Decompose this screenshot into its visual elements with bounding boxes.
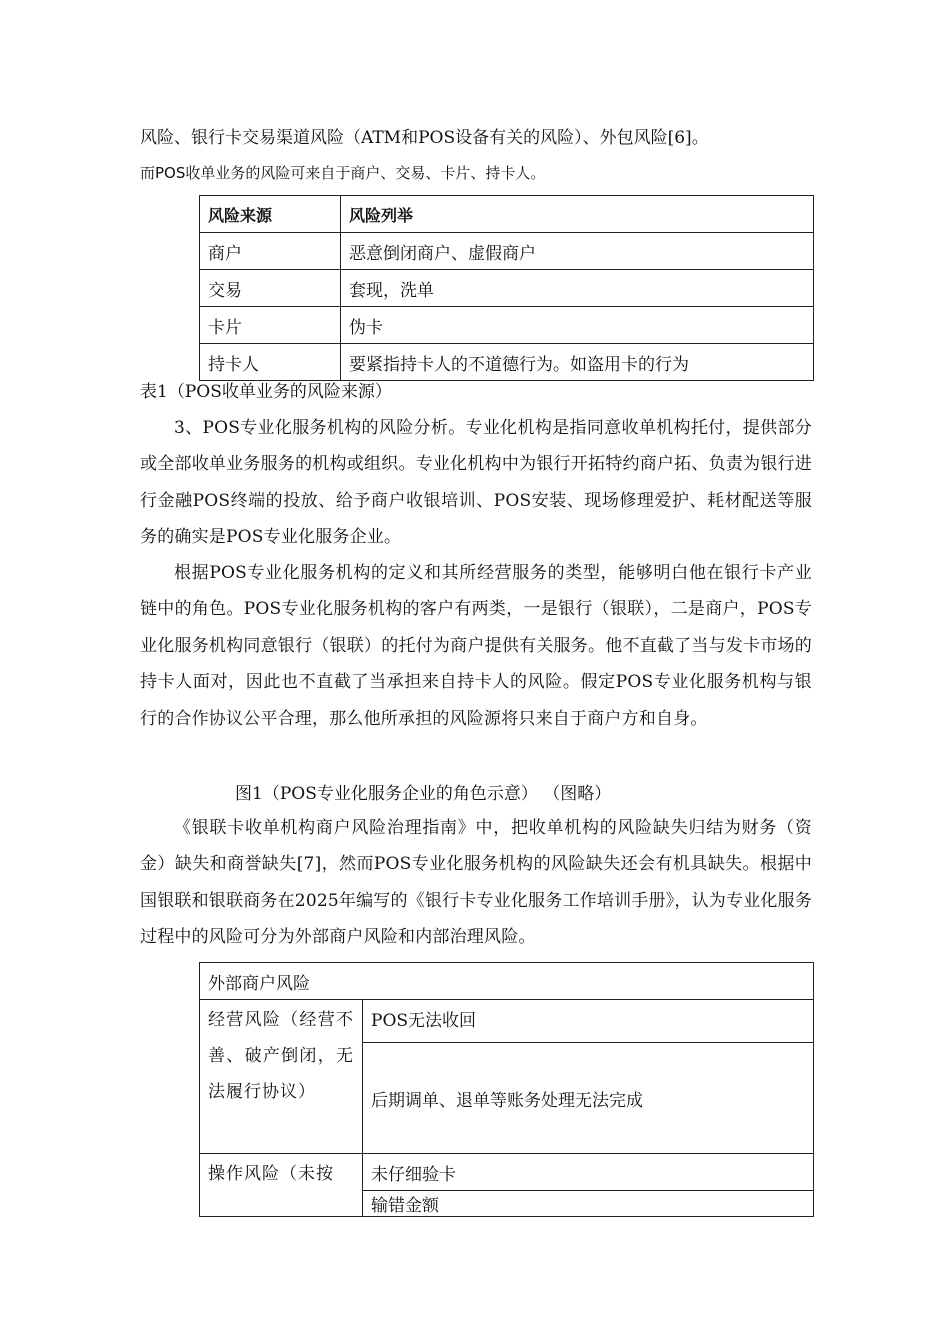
- table-row: [200, 233, 814, 270]
- table-cell: 伪卡: [341, 307, 814, 344]
- category-cell: 经营风险（经营不善、破产倒闭，无法履行协议）: [200, 1000, 363, 1154]
- table-title-cell: 外部商户风险: [200, 963, 814, 1000]
- paragraph-2: 根据POS专业化服务机构的定义和其所经营服务的类型，能够明白他在银行卡产业链中的角色。POS专业化服务机构的客户有两类，一是银行（银联），二是商户，POS专业化服务机构同意银行（银联）的托付为商户提供有关服务。他不直截了当与发卡市场的持卡人面对，因此也不直截了当承担来自持卡人的风险。假定POS专业化服务机构与银行的合作协议公平合理，那么他所承担的风险源将只来自于商户方和自身。: [140, 563, 812, 729]
- text-line-1: 风险、银行卡交易渠道风险（ATM和POS设备有关的风险）、外包风险[6]。: [140, 128, 709, 148]
- table-row: [200, 1154, 814, 1191]
- table-cell: 套现，洗单: [341, 270, 814, 307]
- figure-caption: 图1（POS专业化服务企业的角色示意） （图略）: [235, 784, 612, 804]
- table-cell: 未仔细验卡: [363, 1154, 814, 1191]
- table-cell: 输错金额: [363, 1191, 814, 1217]
- table-cell: 交易: [200, 270, 341, 307]
- table-cell: 持卡人: [200, 344, 341, 381]
- table-row: [200, 344, 814, 381]
- table-cell: 要紧指持卡人的不道德行为。如盗用卡的行为: [341, 344, 814, 381]
- table-row: [200, 1000, 814, 1043]
- table-row: [200, 963, 814, 1000]
- text-line-2: 而POS收单业务的风险可来自于商户、交易、卡片、持卡人。: [140, 164, 546, 182]
- category-cell: 操作风险（未按: [200, 1154, 363, 1217]
- paragraph-1: 3、POS专业化服务机构的风险分析。专业化机构是指同意收单机构托付，提供部分或全部收单业务服务的机构或组织。专业化机构中为银行开拓特约商户拓、负责为银行进行金融POS终端的投放、给予商户收银培训、POS安装、现场修理爱护、耗材配送等服务的确实是POS专业化服务企业。: [140, 418, 812, 548]
- risk-category-table: [199, 962, 814, 1217]
- table-row: [200, 270, 814, 307]
- header-cell: 风险来源: [200, 196, 341, 233]
- table-cell: POS无法收回: [363, 1000, 814, 1043]
- table-header-row: [200, 196, 814, 233]
- risk-source-table: [199, 195, 814, 381]
- table-cell: 后期调单、退单等账务处理无法完成: [363, 1043, 814, 1154]
- table-cell: 恶意倒闭商户、虚假商户: [341, 233, 814, 270]
- table-row: [200, 307, 814, 344]
- table-caption: 表1（POS收单业务的风险来源）: [140, 382, 392, 402]
- table-cell: 商户: [200, 233, 341, 270]
- paragraph-3: 《银联卡收单机构商户风险治理指南》中，把收单机构的风险缺失归结为财务（资金）缺失和商誉缺失[7]，然而POS专业化服务机构的风险缺失还会有机具缺失。根据中国银联和银联商务在2025年编写的《银行卡专业化服务工作培训手册》，认为专业化服务过程中的风险可分为外部商户风险和内部治理风险。: [140, 818, 812, 948]
- header-cell: 风险列举: [341, 196, 814, 233]
- table-cell: 卡片: [200, 307, 341, 344]
